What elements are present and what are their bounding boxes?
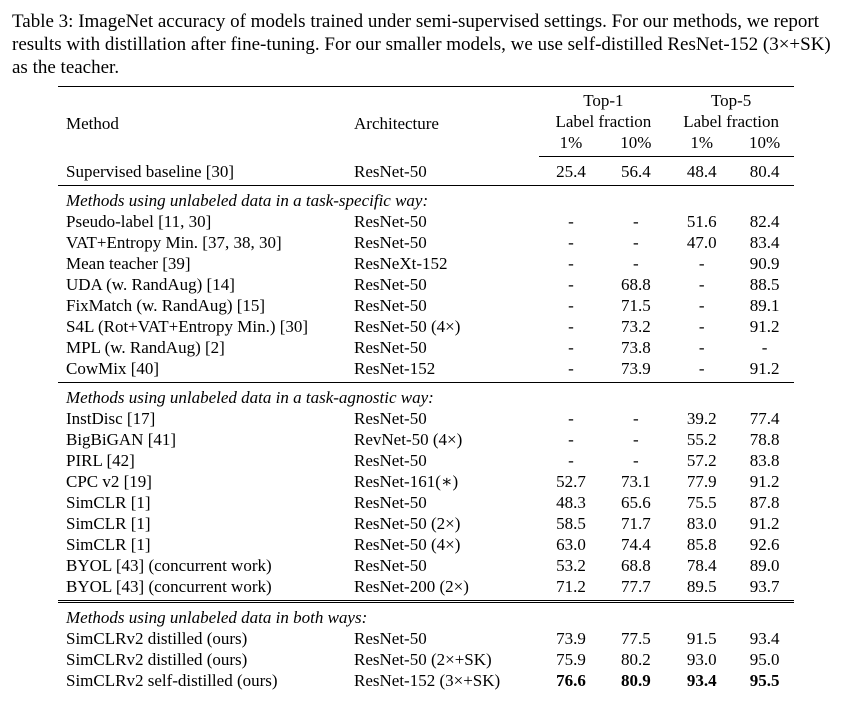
cell-top5-1pct: - [698, 338, 705, 357]
cell-method: Pseudo-label [11, 30] [66, 212, 212, 231]
header-method: Method [66, 113, 119, 133]
header-top5: Top-5 [710, 91, 752, 110]
cell-top5-10pct: 91.2 [749, 514, 780, 533]
cell-top5-10pct: 92.6 [749, 535, 780, 554]
cell-top5-1pct: - [698, 254, 705, 273]
cell-top5-1pct: - [668, 358, 735, 383]
cell-top1-1pct: 58.5 [556, 514, 586, 533]
cell-method: BigBiGAN [41] [66, 430, 177, 449]
cell-top1-1pct: 63.0 [556, 535, 586, 554]
cell-architecture: ResNet-50 [354, 451, 427, 470]
cell-top1-10pct: 77.7 [603, 576, 668, 602]
cell-method: Supervised baseline [30] [58, 157, 354, 186]
header-top1-label-fraction: Label fraction [555, 112, 652, 131]
cell-top5-1pct: 55.2 [686, 430, 717, 449]
table-row [58, 316, 794, 337]
cell-architecture: ResNet-50 [354, 493, 427, 512]
cell-top1-1pct: 48.3 [556, 493, 586, 512]
table-row [58, 274, 794, 295]
cell-architecture: ResNet-50 (4×) [354, 317, 461, 336]
table-row [58, 576, 794, 602]
cell-architecture: ResNet-50 [354, 556, 427, 575]
cell-architecture: ResNet-152 [354, 358, 539, 383]
results-table [58, 86, 794, 691]
cell-top1-10pct: 73.1 [620, 472, 651, 491]
cell-method: BYOL [43] (concurrent work) [58, 576, 354, 602]
section-title: Methods using unlabeled data in a task-agnostic way: [66, 388, 434, 407]
table-caption: Table 3: ImageNet accuracy of models trained under semi-supervised settings. For our methods, we report results with distillation after fine-tuning. For our smaller models, we use self-distilled ResNet-152 (3×+SK) as the teacher. [12, 11, 831, 78]
cell-top5-1pct: 51.6 [686, 212, 717, 231]
cell-top5-10pct: 91.2 [735, 358, 794, 383]
cell-top5-1pct: 75.5 [686, 493, 717, 512]
cell-top1-10pct: 65.6 [620, 493, 651, 512]
cell-top1-10pct: 73.2 [620, 317, 651, 336]
header-row-1 [58, 86, 794, 111]
cell-method: Mean teacher [39] [66, 254, 191, 273]
table-row [58, 649, 794, 670]
sections-body [58, 186, 794, 692]
cell-method: BYOL [43] (concurrent work) [66, 556, 272, 575]
cell-top1-1pct: - [539, 358, 604, 383]
cell-architecture: ResNet-50 [354, 157, 539, 186]
cell-top5-1pct: - [698, 275, 705, 294]
cell-top5-10pct: 77.4 [749, 409, 780, 428]
cell-top5-1pct: 93.4 [686, 671, 717, 690]
cell-top5-1pct: 39.2 [686, 409, 717, 428]
cell-top1-1pct: - [568, 275, 574, 294]
cell-top5-10pct: 78.8 [749, 430, 780, 449]
cell-method: PIRL [42] [66, 451, 135, 470]
cell-top5-10pct: 80.4 [735, 157, 794, 186]
cell-top5-10pct: 91.2 [749, 317, 780, 336]
cell-top5-1pct: 78.4 [686, 556, 717, 575]
cell-top5-10pct: 89.1 [749, 296, 780, 315]
table-row [58, 337, 794, 358]
cell-top5-10pct: 88.5 [749, 275, 780, 294]
cell-architecture: ResNet-50 [354, 275, 427, 294]
cell-top1-10pct: 80.9 [620, 671, 651, 690]
cell-method: MPL (w. RandAug) [2] [66, 338, 225, 357]
cell-architecture: ResNet-152 (3×+SK) [354, 671, 501, 690]
cell-top1-10pct: - [632, 409, 639, 428]
cell-top1-1pct: - [568, 254, 574, 273]
cell-architecture: ResNet-50 (4×) [354, 535, 461, 554]
cell-top1-10pct: 73.8 [620, 338, 651, 357]
table-row [58, 492, 794, 513]
cell-top5-10pct: 83.8 [749, 451, 780, 470]
table-row [58, 450, 794, 471]
section-header-row [58, 602, 794, 629]
cell-method: UDA (w. RandAug) [14] [66, 275, 235, 294]
cell-top1-1pct: 73.9 [556, 629, 586, 648]
cell-top5-10pct: 93.4 [749, 629, 780, 648]
cell-method: SimCLR [1] [66, 535, 151, 554]
cell-architecture: RevNet-50 (4×) [354, 430, 463, 449]
cell-top5-1pct: 93.0 [686, 650, 717, 669]
cell-top5-10pct: 89.0 [749, 556, 780, 575]
cell-top5-10pct: 93.7 [735, 576, 794, 602]
cell-top1-10pct: - [632, 430, 639, 449]
cell-top1-1pct: 76.6 [556, 671, 586, 690]
cell-top5-1pct: 48.4 [668, 157, 735, 186]
cell-top1-1pct: 53.2 [556, 556, 586, 575]
cell-architecture: ResNet-50 [354, 212, 427, 231]
cell-architecture: ResNet-50 [354, 296, 427, 315]
cell-top5-10pct: 95.0 [749, 650, 780, 669]
table-row [58, 670, 794, 691]
cell-architecture: ResNet-50 [354, 338, 427, 357]
cell-top1-10pct: 68.8 [620, 556, 651, 575]
header-architecture: Architecture [354, 113, 439, 133]
header-top5-1pct: 1% [668, 132, 735, 157]
cell-top1-10pct: 56.4 [603, 157, 668, 186]
cell-top1-10pct: 71.5 [620, 296, 651, 315]
cell-method: SimCLR [1] [66, 493, 151, 512]
cell-top1-1pct: - [568, 451, 574, 470]
cell-top1-10pct: - [632, 212, 639, 231]
cell-architecture: ResNeXt-152 [354, 254, 448, 273]
cell-top5-10pct: 90.9 [749, 254, 780, 273]
header-top1-1pct: 1% [539, 132, 604, 157]
cell-top5-1pct: 83.0 [686, 514, 717, 533]
cell-top1-10pct: 73.9 [603, 358, 668, 383]
table-row [58, 628, 794, 649]
cell-architecture: ResNet-50 [354, 233, 427, 252]
cell-method: CPC v2 [19] [66, 472, 152, 491]
cell-top5-1pct: - [698, 296, 705, 315]
cell-top5-10pct: - [761, 338, 768, 357]
cell-top1-1pct: - [568, 317, 574, 336]
cell-top5-1pct: 77.9 [686, 472, 717, 491]
cell-architecture: ResNet-200 (2×) [354, 576, 539, 602]
table-row [58, 555, 794, 576]
cell-top1-1pct: - [568, 233, 574, 252]
cell-top1-1pct: 52.7 [556, 472, 586, 491]
cell-top1-1pct: - [568, 338, 574, 357]
cell-top1-10pct: - [632, 451, 639, 470]
cell-top1-1pct: - [568, 212, 574, 231]
cell-architecture: ResNet-50 (2×+SK) [354, 650, 492, 669]
table-row [58, 534, 794, 555]
section-header-row [58, 186, 794, 212]
cell-top1-10pct: 68.8 [620, 275, 651, 294]
table-row [58, 232, 794, 253]
cell-method: SimCLR [1] [66, 514, 151, 533]
cell-architecture: ResNet-161(∗) [354, 472, 459, 491]
header-top5-label-fraction: Label fraction [683, 112, 780, 131]
cell-method: FixMatch (w. RandAug) [15] [66, 296, 266, 315]
cell-top5-1pct: 89.5 [668, 576, 735, 602]
cell-top1-1pct: 25.4 [539, 157, 604, 186]
cell-top5-10pct: 91.2 [749, 472, 780, 491]
table-row [58, 253, 794, 274]
cell-method: SimCLRv2 distilled (ours) [66, 629, 248, 648]
header-top5-10pct: 10% [735, 132, 794, 157]
table-row [58, 295, 794, 316]
cell-method: SimCLRv2 distilled (ours) [66, 650, 248, 669]
section-title: Methods using unlabeled data in a task-specific way: [66, 191, 429, 210]
cell-top1-1pct: 75.9 [556, 650, 586, 669]
cell-top1-10pct: 74.4 [620, 535, 651, 554]
cell-top5-1pct: 57.2 [686, 451, 717, 470]
table-row-baseline [58, 157, 794, 186]
cell-top1-10pct: 77.5 [620, 629, 651, 648]
header-top1-10pct: 10% [603, 132, 668, 157]
section-title: Methods using unlabeled data in both ways: [66, 608, 368, 627]
cell-method: VAT+Entropy Min. [37, 38, 30] [66, 233, 282, 252]
cell-top1-1pct: - [568, 430, 574, 449]
table-row [58, 358, 794, 383]
cell-top5-1pct: 91.5 [686, 629, 717, 648]
cell-top1-1pct: - [568, 296, 574, 315]
cell-top1-10pct: 80.2 [620, 650, 651, 669]
cell-top5-10pct: 83.4 [749, 233, 780, 252]
cell-method: CowMix [40] [58, 358, 354, 383]
cell-top5-1pct: - [698, 317, 705, 336]
cell-top1-1pct: - [568, 409, 574, 428]
cell-top1-1pct: 71.2 [539, 576, 604, 602]
cell-architecture: ResNet-50 [354, 629, 427, 648]
cell-method: InstDisc [17] [66, 409, 156, 428]
section-header-row [58, 383, 794, 409]
cell-method: S4L (Rot+VAT+Entropy Min.) [30] [66, 317, 309, 336]
cell-top5-1pct: 47.0 [686, 233, 717, 252]
cell-architecture: ResNet-50 (2×) [354, 514, 461, 533]
cell-top5-10pct: 95.5 [749, 671, 780, 690]
table-row [58, 471, 794, 492]
cell-top5-1pct: 85.8 [686, 535, 717, 554]
cell-top1-10pct: 71.7 [620, 514, 651, 533]
cell-method: SimCLRv2 self-distilled (ours) [66, 671, 278, 690]
table-row [58, 513, 794, 534]
cell-top1-10pct: - [632, 254, 639, 273]
cell-top5-10pct: 87.8 [749, 493, 780, 512]
cell-architecture: ResNet-50 [354, 409, 427, 428]
table-row [58, 408, 794, 429]
table-row [58, 211, 794, 232]
cell-top1-10pct: - [632, 233, 639, 252]
cell-top5-10pct: 82.4 [749, 212, 780, 231]
table-row [58, 429, 794, 450]
header-top1: Top-1 [583, 91, 624, 110]
